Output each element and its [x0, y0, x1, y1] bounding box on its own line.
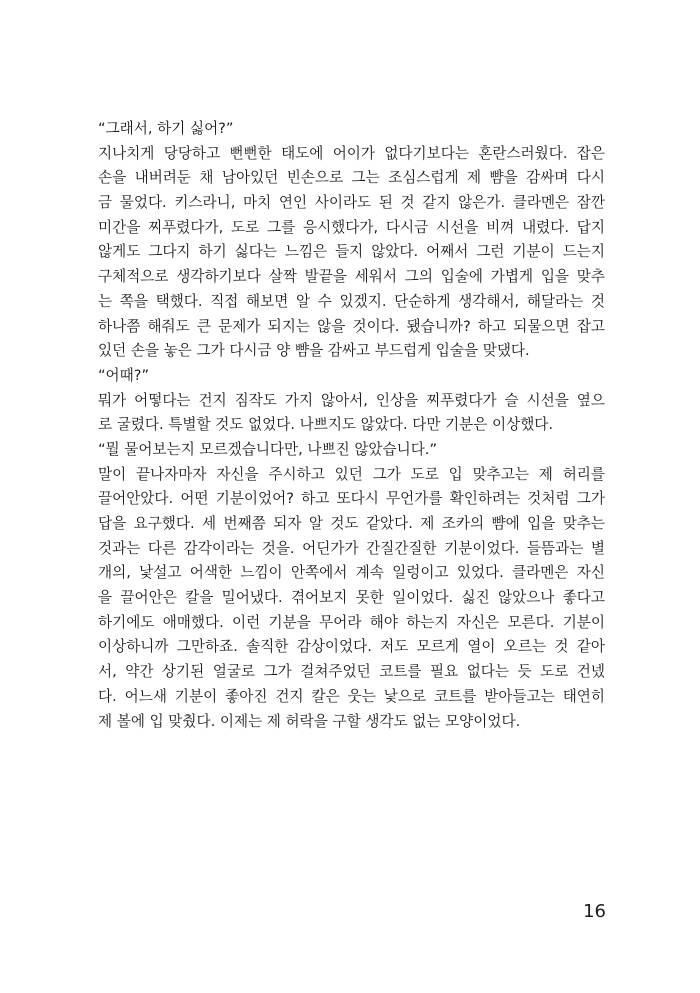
text-line: 것과는 다른 감각이라는 것을. 어딘가가 간질간질한 기분이었다. 들뜸과는 별 — [98, 539, 605, 557]
text-line: 서, 약간 상기된 얼굴로 그가 걸쳐주었던 코트를 필요 없다는 듯 도로 건넸 — [98, 663, 605, 681]
text-line: 미간을 찌푸렸다가, 도로 그를 응시했다가, 다시금 시선을 비껴 내렸다. 답지 — [98, 218, 605, 236]
text-line: 있던 손을 놓은 그가 다시금 양 뺨을 감싸고 부드럽게 입술을 맞댔다. — [98, 342, 530, 360]
text-line: “어때?” — [98, 366, 150, 384]
text-line: 구체적으로 생각하기보다 살짝 발끝을 세워서 그의 입술에 가볍게 입을 맞추 — [98, 268, 605, 286]
text-line: 지나치게 당당하고 뻔뻔한 태도에 어이가 없다기보다는 혼란스러웠다. 잡은 — [98, 144, 605, 162]
page-text-body — [98, 117, 605, 734]
text-line: 다. 어느새 기분이 좋아진 건지 칼은 웃는 낯으로 코트를 받아들고는 태연히 — [98, 687, 605, 705]
text-line: 개의, 낯설고 어색한 느낌이 안쪽에서 계속 일렁이고 있었다. 클라멘은 자신 — [98, 564, 605, 582]
text-line: 하나쯤 해줘도 큰 문제가 되지는 않을 것이다. 됐습니까? 하고 되물으면 잡고 — [98, 317, 605, 335]
text-line: 을 끌어안은 칼을 밀어냈다. 겪어보지 못한 일이었다. 싫진 않았으나 좋다고 — [98, 589, 605, 607]
text-line: “그래서, 하기 싫어?” — [98, 120, 234, 137]
text-line: 않게도 그다지 하기 싫다는 느낌은 들지 않았다. 어째서 그런 기분이 드는지 — [98, 243, 605, 261]
text-line: 하기에도 애매했다. 이런 기분을 무어라 해야 하는지 자신은 모른다. 기분이 — [98, 613, 605, 631]
text-line: 로 굴렸다. 특별할 것도 없었다. 나쁘지도 않았다. 다만 기분은 이상했다. — [98, 416, 554, 434]
page-number: 16 — [583, 901, 606, 922]
text-line: 끌어안았다. 어떤 기분이었어? 하고 또다시 무언가를 확인하려는 것처럼 그가 — [98, 490, 605, 508]
text-line: 금 물었다. 키스라니, 마치 연인 사이라도 된 것 같지 않은가. 클라멘은 잠깐 — [98, 194, 605, 212]
text-line: 뭐가 어떻다는 건지 짐작도 가지 않아서, 인상을 찌푸렸다가 슬 시선을 옆으 — [98, 391, 605, 409]
text-line: 손을 내버려둔 채 남아있던 빈손으로 그는 조심스럽게 제 뺨을 감싸며 다시 — [98, 169, 605, 187]
text-line: 말이 끝나자마자 자신을 주시하고 있던 그가 도로 입 맞추고는 제 허리를 — [98, 465, 605, 483]
text-line: 는 쪽을 택했다. 직접 해보면 알 수 있겠지. 단순하게 생각해서, 해달라는 것 — [98, 292, 605, 310]
text-line: 답을 요구했다. 세 번째쯤 되자 알 것도 같았다. 제 조카의 뺨에 입을 맞추는 — [98, 515, 605, 532]
text-line: 이상하니까 그만하죠. 솔직한 감상이었다. 저도 모르게 열이 오르는 것 같아 — [98, 638, 605, 656]
text-line: “뭘 물어보는지 모르겠습니다만, 나쁘진 않았습니다.” — [98, 440, 438, 458]
text-line: 제 볼에 입 맞췄다. 이제는 제 허락을 구할 생각도 없는 모양이었다. — [98, 712, 521, 730]
